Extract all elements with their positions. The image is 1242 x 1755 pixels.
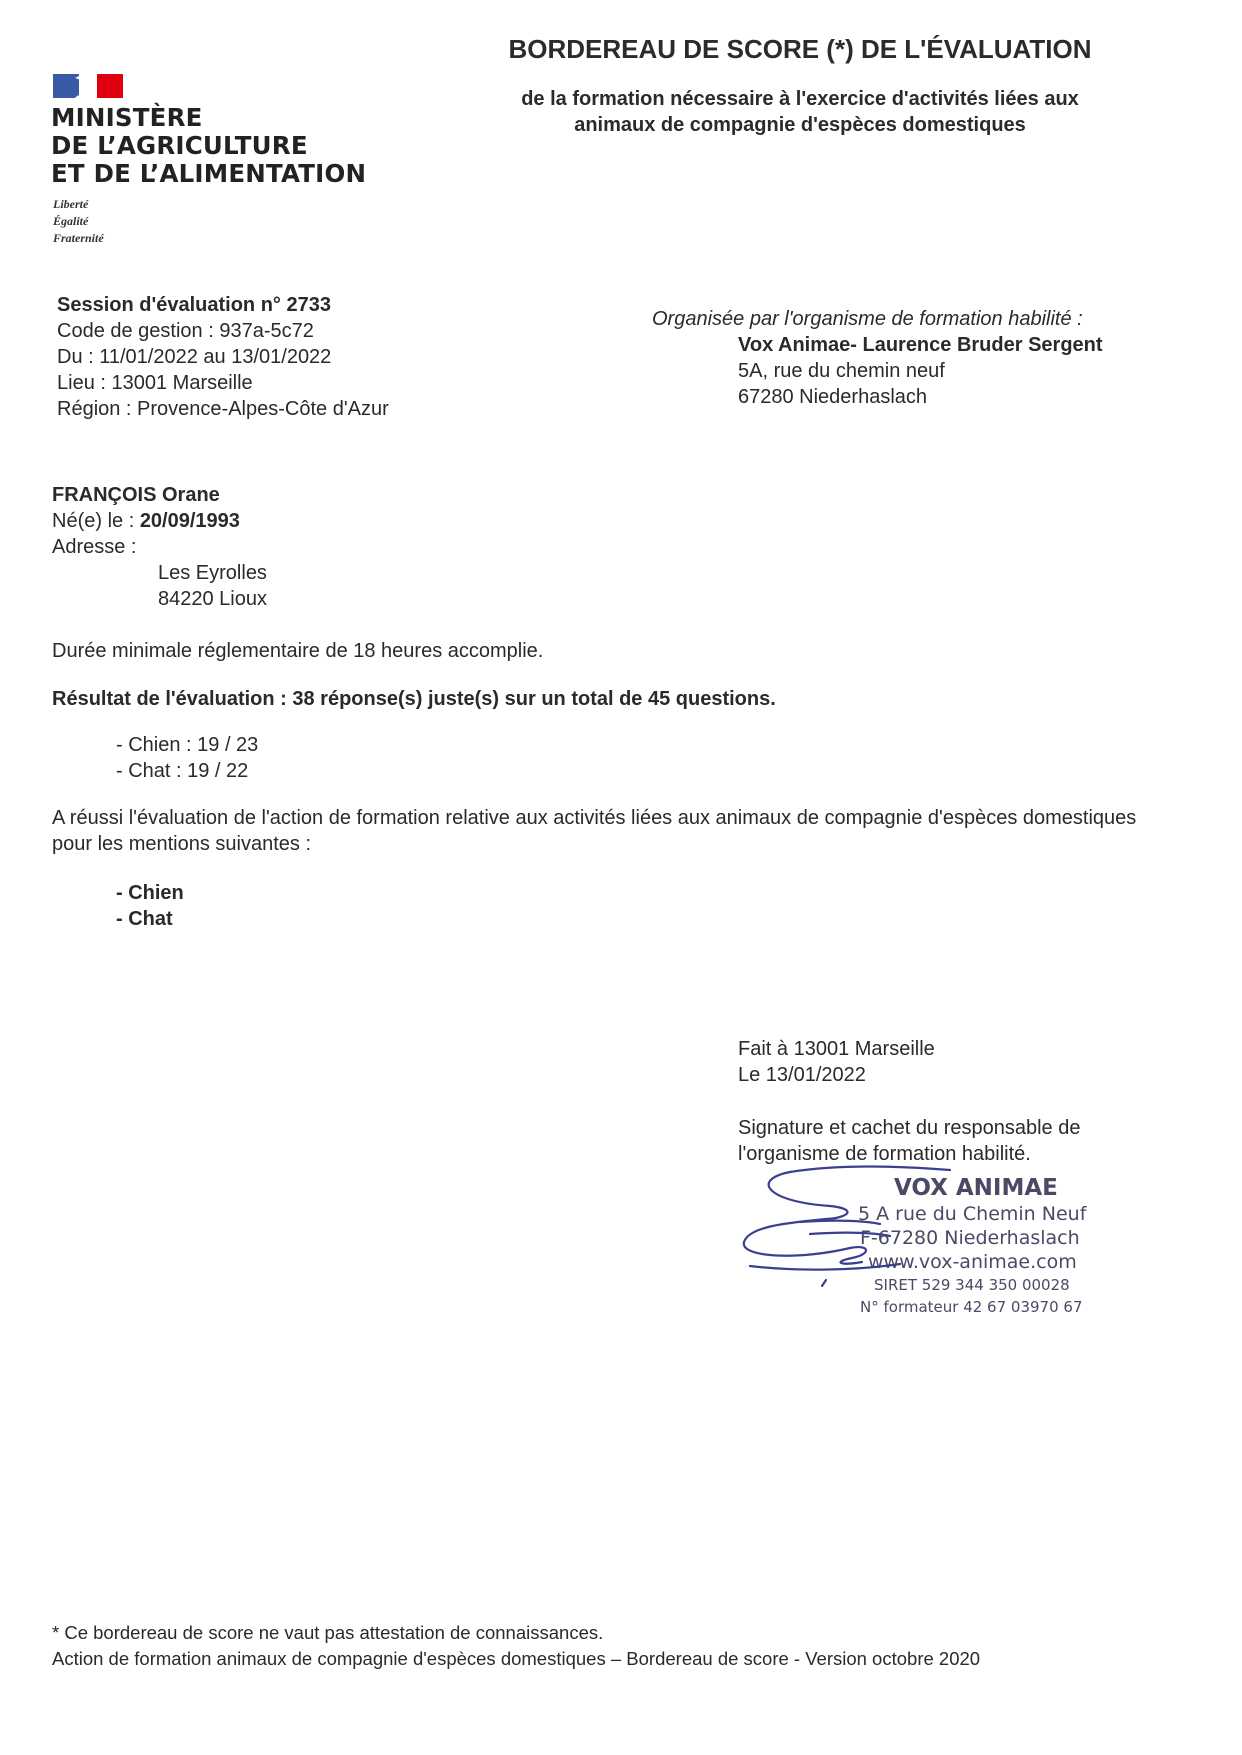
stamp-line: VOX ANIMAE bbox=[894, 1175, 1058, 1201]
organisme-name: Vox Animae- Laurence Bruder Sergent bbox=[738, 334, 1103, 356]
mention-item: - Chat bbox=[116, 908, 173, 930]
stamp-line: www.vox-animae.com bbox=[868, 1251, 1077, 1273]
document-title: BORDEREAU DE SCORE (*) DE L'ÉVALUATION bbox=[508, 34, 1092, 64]
signature-caption-line: l'organisme de formation habilité. bbox=[738, 1143, 1031, 1165]
stamp-line: N° formateur 42 67 03970 67 bbox=[860, 1298, 1083, 1316]
organisme-street: 5A, rue du chemin neuf bbox=[738, 360, 945, 382]
session-code: Code de gestion : 937a-5c72 bbox=[57, 320, 314, 342]
motto-line: Fraternité bbox=[53, 231, 104, 245]
motto-line: Liberté bbox=[53, 197, 89, 211]
subtitle-line: de la formation nécessaire à l'exercice d'activités liées aux bbox=[521, 88, 1079, 110]
signature-caption bbox=[738, 1115, 1080, 1167]
candidate-name: FRANÇOIS Orane bbox=[52, 484, 220, 506]
candidate-address bbox=[158, 560, 267, 612]
republic-motto bbox=[53, 196, 104, 247]
candidate-block bbox=[52, 482, 240, 560]
ministry-line: DE L’AGRICULTURE bbox=[51, 131, 308, 160]
ministry-line: MINISTÈRE bbox=[51, 103, 203, 132]
handwritten-signature bbox=[740, 1162, 960, 1292]
mention-item: - Chien bbox=[116, 882, 184, 904]
mention-list bbox=[116, 880, 184, 932]
duration-statement: Durée minimale réglementaire de 18 heures accomplie. bbox=[52, 640, 544, 662]
score-item: - Chat : 19 / 22 bbox=[116, 760, 249, 782]
session-dates: Du : 11/01/2022 au 13/01/2022 bbox=[57, 346, 332, 368]
footer-line: Action de formation animaux de compagnie d'espèces domestiques – Bordereau de score - Version octobre 2020 bbox=[52, 1648, 981, 1669]
organisme-city: 67280 Niederhaslach bbox=[738, 386, 928, 408]
organisme-intro: Organisée par l'organisme de formation habilité : bbox=[652, 308, 1083, 330]
subtitle-line: animaux de compagnie d'espèces domestiques bbox=[574, 114, 1026, 136]
stamp-line: SIRET 529 344 350 00028 bbox=[874, 1276, 1070, 1294]
marianne-flag-logo bbox=[53, 74, 123, 98]
place-date-block bbox=[738, 1036, 935, 1088]
address-line: 84220 Lioux bbox=[158, 588, 267, 610]
stamp-line: 5 A rue du Chemin Neuf bbox=[858, 1203, 1087, 1225]
signature-caption-line: Signature et cachet du responsable de bbox=[738, 1117, 1081, 1139]
motto-line: Égalité bbox=[53, 214, 89, 228]
place: Fait à 13001 Marseille bbox=[738, 1038, 935, 1060]
stamp-line: F-67280 Niederhaslach bbox=[860, 1227, 1080, 1249]
session-block bbox=[57, 292, 389, 422]
session-number: Session d'évaluation n° 2733 bbox=[57, 294, 331, 316]
score-item: - Chien : 19 / 23 bbox=[116, 734, 259, 756]
birth-date: 20/09/1993 bbox=[139, 510, 240, 532]
score-list bbox=[116, 732, 258, 784]
footer-line: * Ce bordereau de score ne vaut pas attestation de connaissances. bbox=[52, 1622, 604, 1643]
document-subtitle bbox=[450, 86, 1150, 138]
session-region: Région : Provence-Alpes-Côte d'Azur bbox=[57, 398, 389, 420]
ministry-name bbox=[51, 104, 366, 188]
footer-notes bbox=[52, 1620, 980, 1672]
birth-label: Né(e) le : bbox=[52, 510, 140, 532]
address-label: Adresse : bbox=[52, 536, 137, 558]
address-line: Les Eyrolles bbox=[158, 562, 267, 584]
date: Le 13/01/2022 bbox=[738, 1064, 866, 1086]
ministry-line: ET DE L’ALIMENTATION bbox=[51, 159, 367, 188]
success-statement: A réussi l'évaluation de l'action de formation relative aux activités liées aux animaux de compagnie d'espèces domestiques pour les mentions suivantes : bbox=[52, 807, 1137, 855]
organisme-block bbox=[738, 332, 1103, 410]
candidate-birth bbox=[52, 508, 240, 534]
session-location: Lieu : 13001 Marseille bbox=[57, 372, 253, 394]
evaluation-result: Résultat de l'évaluation : 38 réponse(s) juste(s) sur un total de 45 questions. bbox=[52, 688, 776, 710]
